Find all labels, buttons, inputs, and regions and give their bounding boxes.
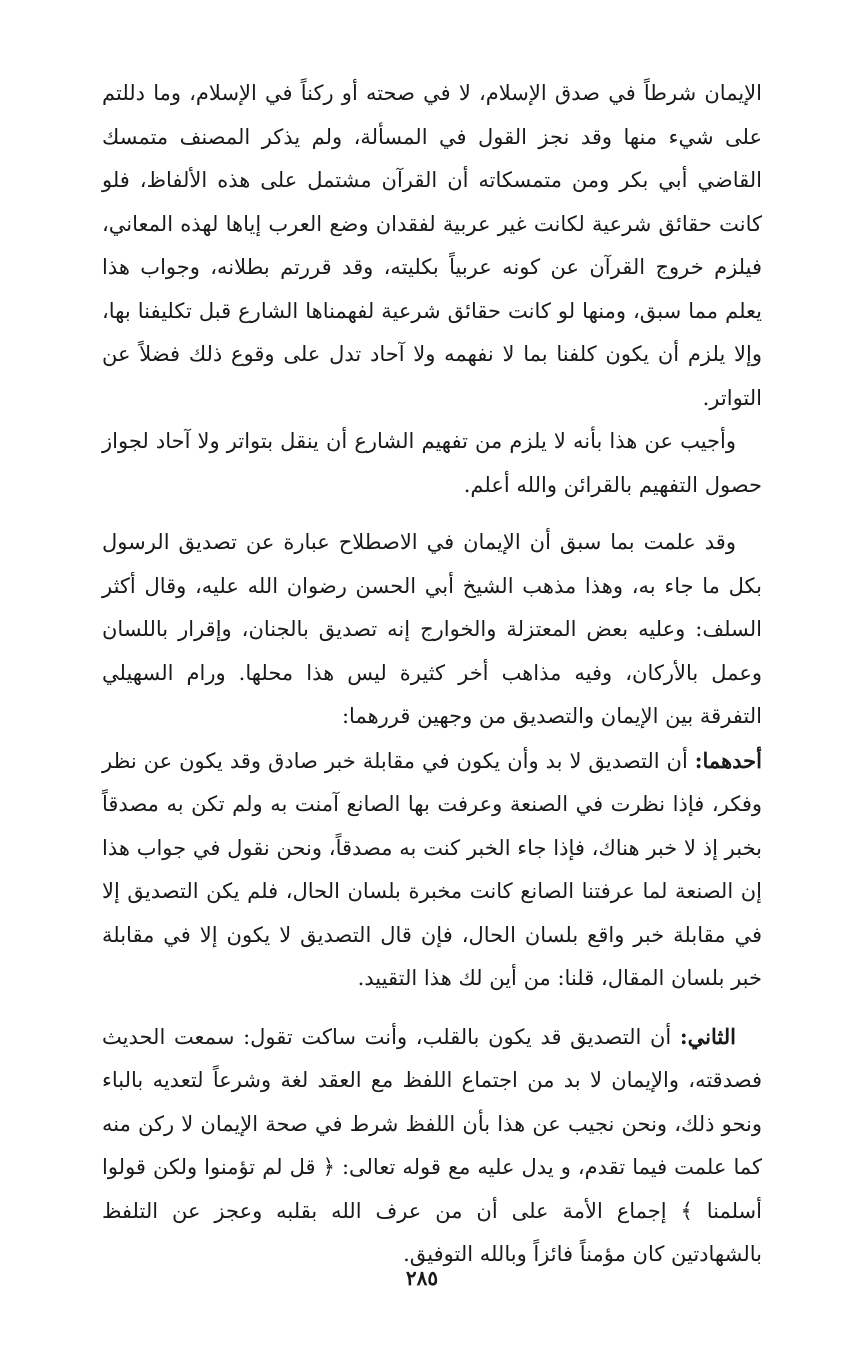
paragraph-4 — [102, 739, 762, 1001]
paragraph-4-lead: أحدهما: — [694, 747, 762, 773]
paragraph-3-text: وقد علمت بما سبق أن الإيمان في الاصطلاح عبارة عن تصديق الرسول بكل ما جاء به، وهذا مذهب الشيخ أبي الحسن رضوان الله عليه، وقال أكثر السلف: وعليه بعض المعتزلة والخوارج إنه تصديق بالجنان، وإقرار باللسان وعمل بالأركان، وفيه مذاهب أخر كثيرة ليس هذا محلها. ورام السهيلي التفرقة بين الإيمان والتصديق من وجهين قررهما: — [102, 530, 762, 728]
paragraph-5-lead: الثاني: — [679, 1023, 736, 1049]
paragraph-2 — [102, 420, 762, 507]
paragraph-5 — [102, 1015, 762, 1277]
paragraph-1-text: الإيمان شرطاً في صدق الإسلام، لا في صحته أو ركناً في الإسلام، وما دللتم على شيء منها وقد نجز القول في المسألة، ولم يذكر المصنف متمسك القاضي أبي بكر ومن متمسكاته أن القرآن مشتمل على هذه الألفاظ، فلو كانت حقائق شرعية لكانت غير عربية لفقدان وضع العرب إياها لهذه المعاني، فيلزم خروج القرآن عن كونه عربياً بكليته، وقد قررتم بطلانه، وجواب هذا يعلم مما سبق، ومنها لو كانت حقائق شرعية لفهمناها الشارع قبل تكليفنا بها، وإلا يلزم أن يكون كلفنا بما لا نفهمه ولا آحاد تدل على وقوع ذلك فضلاً عن التواتر. — [102, 81, 762, 410]
main-text — [102, 72, 762, 1277]
paragraph-1 — [102, 72, 762, 420]
paragraph-4-text: أن التصديق لا بد وأن يكون في مقابلة خبر صادق وقد يكون عن نظر وفكر، فإذا نظرت في الصنعة وعرفت بها الصانع آمنت به ولم تكن به مصدقاً بخبر إذ لا خبر هناك، فإذا جاء الخبر كنت به مصدقاً، ونحن نقول في جواب هذا إن الصنعة لما عرفتنا الصانع كانت مخبرة بلسان الحال، فلم يكن التصديق إلا في مقابلة خبر واقع بلسان الحال، فإن قال التصديق لا يكون إلا في مقابلة خبر بلسان المقال، قلنا: من أين لك هذا التقييد. — [102, 748, 762, 990]
page-number: ٢٨٥ — [405, 1266, 439, 1290]
paragraph-2-text: وأجيب عن هذا بأنه لا يلزم من تفهيم الشارع أن ينقل بتواتر ولا آحاد لجواز حصول التفهيم بالقرائن والله أعلم. — [102, 429, 762, 497]
paragraph-3 — [102, 521, 762, 739]
paragraph-5-text: أن التصديق قد يكون بالقلب، وأنت ساكت تقول: سمعت الحديث فصدقته، والإيمان لا بد من اجتماع اللفظ مع العقد لغة وشرعاً لتعديه بالباء ونحو ذلك، ونحن نجيب عن هذا بأن اللفظ شرط في صحة الإيمان لا ركن منه كما علمت فيما تقدم، و يدل عليه مع قوله تعالى: ﴿ قل لم تؤمنوا ولكن قولوا أسلمنا ﴾ إجماع الأمة على أن من عرف الله بقلبه وعجز عن التلفظ بالشهادتين كان مؤمناً فائزاً وبالله التوفيق. — [102, 1024, 762, 1266]
